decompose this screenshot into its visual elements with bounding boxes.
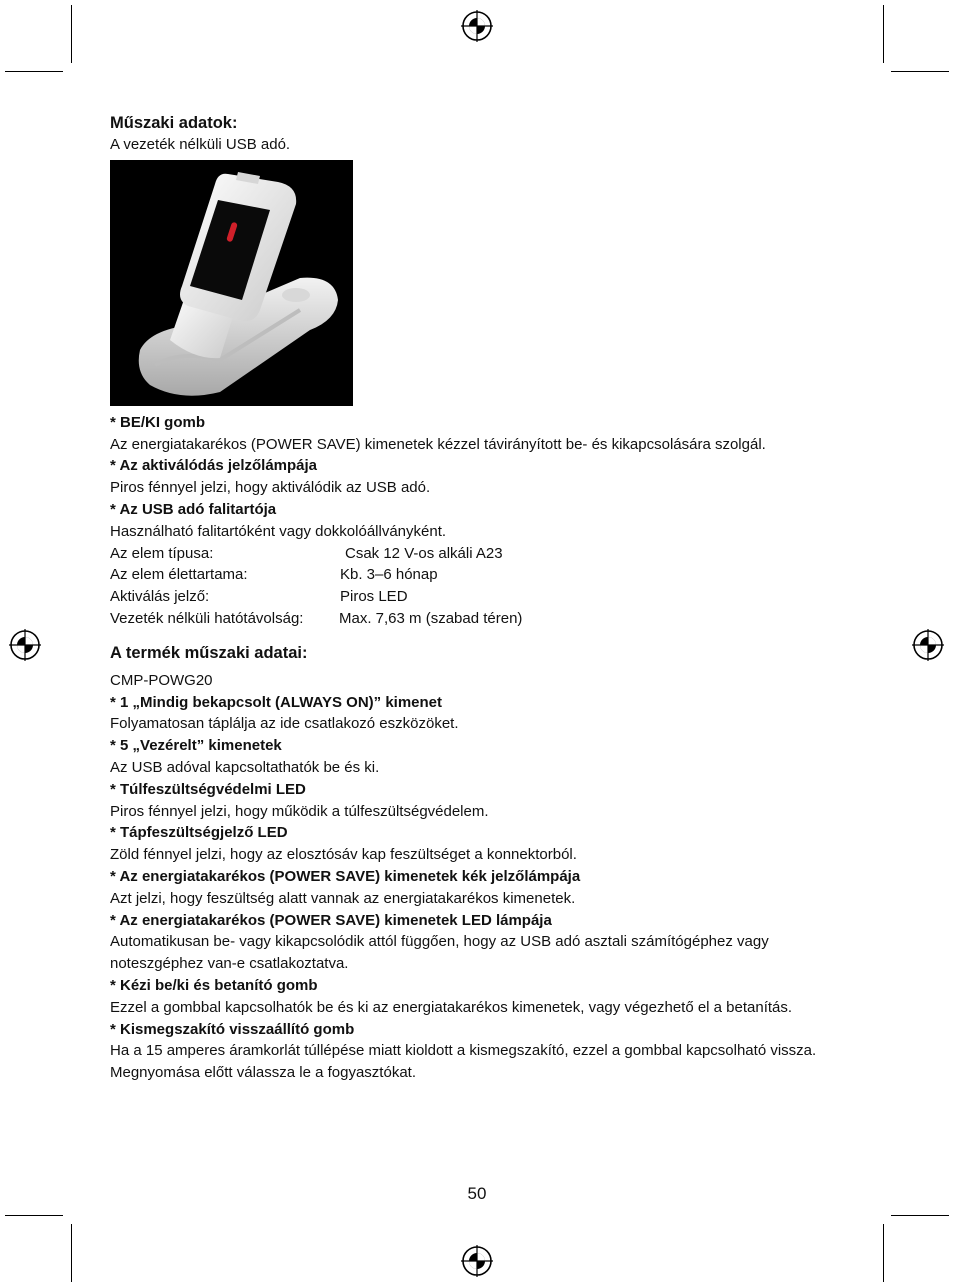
registration-mark-icon: [460, 1244, 494, 1278]
crop-mark: [5, 1215, 63, 1216]
spec-value: Csak 12 V-os alkáli A23: [345, 544, 503, 562]
model-number: CMP-POWG20: [110, 671, 213, 689]
spec-value: Max. 7,63 m (szabad téren): [339, 609, 523, 627]
section1-items: [110, 412, 840, 543]
item-title: * Tápfeszültségjelző LED: [110, 824, 288, 842]
section2-items: [110, 692, 840, 1084]
item-text: Piros fénnyel jelzi, hogy aktiválódik az USB adó.: [110, 479, 431, 497]
item-title: * Az USB adó falitartója: [110, 500, 277, 518]
spec-table: [110, 543, 840, 630]
item-text: Folyamatosan táplálja az ide csatlakozó eszközöket.: [110, 715, 459, 733]
page-content: [110, 112, 840, 1084]
item-title: * Kézi be/ki és betanító gomb: [110, 976, 318, 994]
section-heading: A termék műszaki adatai:: [110, 643, 308, 662]
item-text: Ezzel a gombbal kapcsolhatók be és ki az energiatakarékos kimenetek, vagy végezhető el a betanítás.: [110, 998, 793, 1016]
spec-row: [110, 608, 840, 630]
spec-label: Az elem típusa:: [110, 544, 214, 562]
item-text: Zöld fénnyel jelzi, hogy az elosztósáv kap feszültséget a konnektorból.: [110, 846, 577, 864]
registration-mark-icon: [911, 628, 945, 662]
item-title: * BE/KI gomb: [110, 413, 206, 431]
spec-row: [110, 586, 840, 608]
item-title: * 5 „Vezérelt” kimenetek: [110, 737, 282, 755]
crop-mark: [883, 1224, 884, 1282]
crop-mark: [891, 1215, 949, 1216]
item-text: Azt jelzi, hogy feszültség alatt vannak az energiatakarékos kimenetek.: [110, 889, 576, 907]
item-title: * Az energiatakarékos (POWER SAVE) kimenetek kék jelzőlámpája: [110, 867, 581, 885]
registration-mark-icon: [460, 9, 494, 43]
spec-label: Vezeték nélküli hatótávolság:: [110, 609, 304, 627]
item-text: Automatikusan be- vagy kikapcsolódik attól függően, hogy az USB adó asztali számítógéphez vagy noteszgéphez van-e csatlakoztatva.: [110, 933, 769, 973]
item-title: * Az aktiválódás jelzőlámpája: [110, 457, 318, 475]
spec-value: Kb. 3–6 hónap: [340, 566, 438, 584]
item-text: Piros fénnyel jelzi, hogy működik a túlfeszültségvédelem.: [110, 802, 489, 820]
section-heading: Műszaki adatok:: [110, 114, 238, 132]
registration-mark-icon: [8, 628, 42, 662]
item-text: Az energiatakarékos (POWER SAVE) kimenetek kézzel távirányított be- és kikapcsolására szolgál.: [110, 435, 766, 453]
item-title: * Az energiatakarékos (POWER SAVE) kimenetek LED lámpája: [110, 911, 552, 929]
item-text: Az USB adóval kapcsoltathatók be és ki.: [110, 758, 380, 776]
spec-value: Piros LED: [340, 588, 408, 606]
item-title: * 1 „Mindig bekapcsolt (ALWAYS ON)” kimenet: [110, 693, 443, 711]
page-number: 50: [467, 1184, 487, 1203]
item-text: Használható falitartóként vagy dokkolóállványként.: [110, 522, 447, 540]
crop-mark: [891, 71, 949, 72]
item-title: * Túlfeszültségvédelmi LED: [110, 780, 306, 798]
usb-transmitter-photo: [110, 160, 353, 406]
spec-label: Az elem élettartama:: [110, 566, 248, 584]
item-text: Ha a 15 amperes áramkorlát túllépése miatt kioldott a kismegszakító, ezzel a gombbal kapcsolható vissza. Megnyomása előtt válassza le a fogyasztókat.: [110, 1042, 817, 1082]
intro-text: A vezeték nélküli USB adó.: [110, 136, 291, 153]
crop-mark: [883, 5, 884, 63]
crop-mark: [71, 5, 72, 63]
item-title: * Kismegszakító visszaállító gomb: [110, 1020, 355, 1038]
spec-label: Aktiválás jelző:: [110, 588, 210, 606]
spec-row: [110, 564, 840, 586]
crop-mark: [5, 71, 63, 72]
spec-row: [110, 543, 840, 565]
crop-mark: [71, 1224, 72, 1282]
